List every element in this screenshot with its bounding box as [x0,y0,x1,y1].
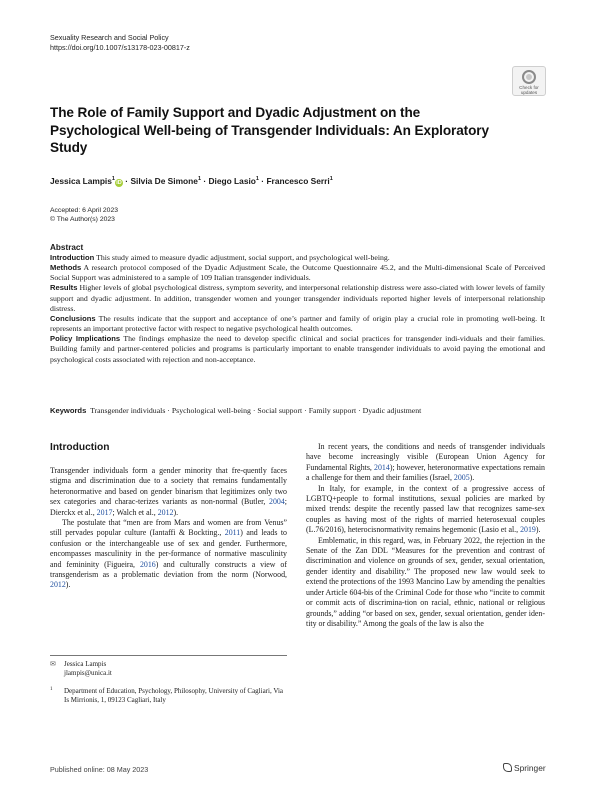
paper-title: The Role of Family Support and Dyadic Adjustment on the Psychological Well-being of Transgender Individuals: An Exploratory Study [50,105,489,155]
corresponding-name: Jessica Lampis [64,660,107,668]
abstract-methods: Methods A research protocol composed of the Dyadic Adjustment Scale, the Outcome Questionnaire 45.2, and the Multi-dimensional Scale of Perceived Social Support was administered to a sample of 109 Italian transgender individuals. [50,263,545,283]
badge-line2: updates [520,90,538,95]
section-heading-introduction: Introduction [50,442,110,453]
author-name[interactable]: Diego Lasio [208,175,256,186]
corresponding-email[interactable]: jlampis@unica.it [64,669,112,677]
abstract-conclusions: Conclusions The results indicate that the support and acceptance of one’s partner and family of origin play a crucial role in promoting well-being. It represents an important protective factor with respect to negative psychological health outcomes. [50,313,545,334]
author-list: Jessica Lampis$^1$iD · Silvia De Simone$^1$ · Diego Lasio$^1$ · Francesco Serri$^1$ [50,175,333,186]
abstract-section [50,242,545,365]
author-name[interactable]: Francesco Serri [266,175,330,186]
citation-link[interactable]: 2016 [139,559,156,569]
body-column-right [306,442,545,629]
citation-link[interactable]: 2012 [157,507,174,517]
published-online-date: Published online: 08 May 2023 [50,765,149,774]
keywords-line [50,406,545,416]
keywords-label: Keywords [50,406,87,415]
citation-link[interactable]: 2004 [269,497,285,507]
author-affil-sup: 1 [111,176,115,182]
paragraph: The postulate that “men are from Mars and women are from Venus” still pervades popular culture (Iantaffi & Bockting., 2011) and leads to confusion or the interchangeable use of sex and gender. Furthermore, encompasses masculinity in the per-formance of normative masculinity and femininity (Figueira, 2016) and culturally constructs a view of transgenderism as a problematic deviation from the norm (Norwood, 2012). [50,518,287,590]
paragraph: Transgender individuals form a gender minority that fre-quently faces stigma and discrimination due to a society that remains fundamentally heteronormative and based on gender binarism that legitimizes only two sex categories and charac-terizes variants as non-normal (Butler, 2004; Dierckx et al., 2017; Walch et al., 2012). [50,466,287,517]
citation-link[interactable]: 2019 [520,525,536,535]
journal-doi[interactable]: https://doi.org/10.1007/s13178-023-00817-z [50,43,190,52]
affiliation-footnote [50,687,287,705]
citation-link[interactable]: 2014 [374,462,390,472]
journal-header [50,33,190,53]
publisher-logo[interactable] [503,763,546,773]
citation-link[interactable]: 2005 [453,473,470,483]
abstract-label: Introduction [50,253,95,262]
publisher-name: Springer [514,763,546,773]
abstract-policy: Policy Implications The findings emphasize the need to develop specific clinical and social practices for transgender indi-viduals and their families. Building family and partner-centered policies and programs is particularly important to enable transgender individuals to avoid paying the emotional and psychological costs associated with rejection and non-acceptance. [50,334,545,364]
corresponding-author [50,660,287,678]
author-affil-sup: 1 [329,176,333,182]
citation-link[interactable]: 2017 [96,507,113,517]
author-name[interactable]: Jessica Lampis [50,175,112,186]
body-column-left [50,466,287,591]
badge-line1: Check for [519,85,539,90]
paragraph: In Italy, for example, in the context of a progressive access of LGBTQ+people to formal institutions, sexual policies are marked by mixed trends: despite the recently passed law that recognizes same-sex couples as having most of the rights of married heterosexual couples (L.76/2016), heterocisnormativity remains hegemonic (Lasio et al., 2019). [306,483,545,535]
author-name[interactable]: Silvia De Simone [130,175,198,186]
abstract-introduction: Introduction This study aimed to measure dyadic adjustment, social support, and psychological well-being. [50,253,390,262]
affiliation-text: Department of Education, Psychology, Philosophy, University of Cagliari, Via Is Mirrionis, 1, 09123 Cagliari, Italy [64,687,284,704]
keywords-text: Transgender individuals · Psychological well-being · Social support · Family support · Dyadic adjustment [90,406,422,415]
abstract-label: Results [50,283,78,293]
abstract-label: Conclusions [50,313,96,323]
author-affil-sup: 1 [197,176,201,182]
author-affil-sup: 1 [255,176,259,182]
abstract-label: Methods [50,263,82,273]
check-for-updates-icon [522,70,536,84]
affiliation-number: 1 [50,687,53,692]
check-for-updates-badge[interactable] [512,66,546,96]
article-dates [50,206,118,224]
paragraph: Emblematic, in this regard, was, in February 2022, the rejection in the Senate of the Zan DDL “Measures for the prevention and contrast of discrimination and violence on grounds of sex, gender, sexual orientation, gender identity and disability.” The proposed new law would seek to extend the protections of the 1993 Mancino Law by amending the penalties under Article 604-bis of the Criminal Code for those who “incite to commit or commit acts of discrimina-tion on racial, ethnic, national or religious grounds,” adding “or based on sex, gender, sexual orientation, gender iden-tity or disability.” Among the goals of the law is also the [306,535,545,628]
abstract-results: Results Higher levels of global psychological distress, symptom severity, and interpersonal relationship distress were asso-ciated with lower levels of family support and dyadic adjustment. In addition, transgender women and younger transgender individuals reported higher levels of interpersonal relationship distress. [50,283,546,313]
abstract-label: Policy Implications [50,334,121,344]
abstract-heading: Abstract [50,243,84,252]
envelope-icon: ✉ [50,660,56,668]
accepted-date: Accepted: 6 April 2023 [50,207,119,214]
citation-link[interactable]: 2012 [50,580,66,590]
springer-horse-icon [503,763,512,772]
paragraph: In recent years, the conditions and needs of transgender individuals have become increasingly visible (European Union Agency for Fundamental Rights, 2014); however, heteronormative expectations remain a challenge for them and their families (Israel, 2005). [306,442,545,483]
orcid-icon[interactable]: iD [116,179,122,186]
journal-name: Sexuality Research and Social Policy [50,33,169,42]
citation-link[interactable]: 2011 [224,528,241,538]
copyright-line: © The Author(s) 2023 [50,216,115,223]
footnote-divider [50,655,287,656]
